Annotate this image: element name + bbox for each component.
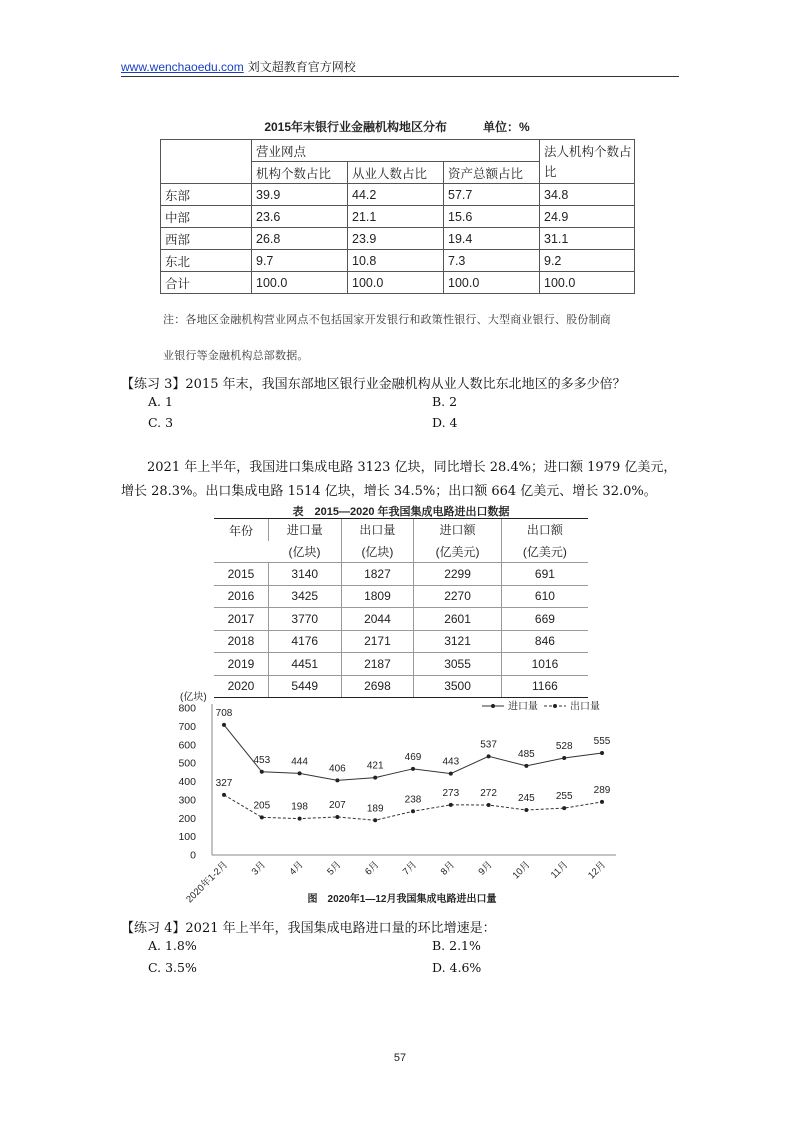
legend-import-label: 进口量 [508,701,538,713]
ic-monthly-line-chart [172,688,632,908]
table-row [214,630,588,653]
page-header [121,58,356,75]
data-label: 205 [253,800,271,812]
data-point [562,806,566,810]
x-tick-label: 2020年1-2月 [184,859,231,906]
table-row [214,608,588,631]
value-cell: 7.3 [444,250,540,272]
year-cell: 2018 [214,630,268,653]
data-label: 273 [442,787,460,799]
y-tick-label: 500 [178,757,196,770]
data-point [524,764,528,768]
data-point [260,770,264,774]
value-cell: 100.0 [444,272,540,294]
data-point [222,793,226,797]
table1-subheader: 机构个数占比 [252,162,348,184]
q4-option-d[interactable]: D. 4.6% [432,960,482,975]
y-tick-label: 600 [178,739,196,752]
data-label: 528 [555,740,573,752]
ic-trade-table [214,518,588,698]
value-cell: 9.2 [540,250,635,272]
data-label: 272 [480,788,497,800]
x-tick-label: 12月 [586,859,609,882]
value-cell: 31.1 [540,228,635,250]
value-cell: 3425 [268,585,341,608]
x-tick-label: 7月 [400,859,420,878]
data-label: 485 [518,748,535,760]
value-cell: 26.8 [252,228,348,250]
table2-unit: (亿块) [341,541,414,563]
data-point [524,808,528,812]
table2-unit: (亿块) [288,544,321,559]
data-point [487,803,491,807]
q3-option-b[interactable]: B. 2 [432,394,458,409]
region-cell: 东北 [161,250,252,272]
value-cell: 3121 [414,630,502,653]
data-label: 245 [518,792,535,804]
value-cell: 691 [501,563,588,586]
x-tick-label: 9月 [476,859,495,878]
table1-note-line1: 注：各地区金融机构营业网点不包括国家开发银行和政策性银行、大型商业银行、股份制商 [163,313,611,326]
value-cell: 3055 [414,653,502,676]
table1-title [160,118,634,135]
table1-unit: 单位：% [483,120,530,134]
value-cell: 3770 [268,608,341,631]
legend-import-marker [491,704,495,708]
legend-export-marker [553,704,557,708]
x-tick-label: 4月 [287,859,306,878]
data-point [373,818,377,822]
bank-distribution-table [160,139,635,294]
table2-title: 表 2015—2020 年我国集成电路进出口数据 [292,506,510,518]
table-row [161,250,635,272]
x-tick-label: 6月 [363,859,382,878]
data-label: 453 [253,754,271,766]
year-cell: 2015 [214,563,268,586]
data-label: 198 [291,801,308,813]
data-point [449,772,453,776]
data-point [298,771,302,775]
q4-option-b[interactable]: B. 2.1% [432,938,481,953]
y-tick-label: 100 [178,831,196,844]
value-cell: 3140 [268,563,341,586]
y-tick-label: 0 [190,849,196,862]
data-point [222,723,226,727]
data-point [562,756,566,760]
value-cell: 1166 [501,675,588,698]
value-cell: 2044 [341,608,414,631]
value-cell: 1809 [341,585,414,608]
value-cell: 100.0 [540,272,635,294]
year-cell: 2020 [214,675,268,698]
q3-option-d[interactable]: D. 4 [432,415,458,430]
table-row [214,653,588,676]
x-tick-label: 8月 [438,859,457,878]
y-axis-label: (亿块) [180,692,207,703]
table-row [161,206,635,228]
region-cell: 东部 [161,184,252,206]
y-tick-label: 300 [178,794,196,807]
x-tick-label: 5月 [325,859,344,878]
table-row [161,272,635,294]
data-label: 443 [442,756,460,768]
table2-header-year: 年份 [214,519,268,563]
table-row [161,228,635,250]
q3-option-a[interactable]: A. 1 [148,394,173,409]
data-label: 421 [366,760,384,772]
chart-caption: 图 2020年1—12月我国集成电路进出口量 [307,894,497,905]
data-label: 708 [215,707,233,719]
q4-option-c[interactable]: C. 3.5% [148,960,197,975]
table1-last-header-line1: 法人机构个数占 [544,144,632,159]
header-divider [121,76,679,77]
value-cell: 2299 [414,563,502,586]
value-cell: 2601 [414,608,502,631]
data-label: 289 [593,784,611,796]
value-cell: 4176 [268,630,341,653]
year-cell: 2017 [214,608,268,631]
value-cell: 1827 [341,563,414,586]
value-cell: 846 [501,630,588,653]
data-label: 255 [555,791,573,803]
value-cell: 2187 [341,653,414,676]
value-cell: 5449 [268,675,341,698]
table2-unit: (亿美元) [414,541,502,563]
table1-corner-cell [161,140,252,184]
data-point [449,803,453,807]
data-label: 537 [480,739,497,751]
table2-header: 出口额 [501,519,588,541]
value-cell: 2171 [341,630,414,653]
year-cell: 2016 [214,585,268,608]
value-cell: 2698 [341,675,414,698]
value-cell: 10.8 [348,250,444,272]
page-number: 57 [393,1052,407,1064]
value-cell: 57.7 [444,184,540,206]
data-point [335,778,339,782]
x-tick-label: 11月 [548,859,571,881]
q4-option-a[interactable]: A. 1.8% [148,938,197,953]
data-label: 189 [366,803,384,815]
y-tick-label: 400 [178,776,196,788]
data-point [600,800,604,804]
data-label: 406 [329,763,346,775]
table1-title-text: 2015年末银行业金融机构地区分布 [264,120,448,134]
table1-group-header: 营业网点 [252,140,540,162]
data-point [600,751,604,755]
value-cell: 669 [501,608,588,631]
region-cell: 中部 [161,206,252,228]
site-name: 刘文超教育官方网校 [247,60,356,74]
value-cell: 34.8 [540,184,635,206]
data-point [487,754,491,758]
year-cell: 2019 [214,653,268,676]
data-label: 469 [404,751,422,763]
table2-header: 进口额 [414,519,502,541]
value-cell: 2270 [414,585,502,608]
value-cell: 19.4 [444,228,540,250]
table1-note-line2: 业银行等金融机构总部数据。 [163,349,309,362]
data-label: 444 [291,756,308,768]
table2-unit: (亿美元) [501,541,588,563]
value-cell: 39.9 [252,184,348,206]
value-cell: 3500 [414,675,502,698]
value-cell: 23.6 [252,206,348,228]
value-cell: 24.9 [540,206,635,228]
legend-export-label: 出口量 [570,701,600,713]
data-label: 555 [593,736,611,748]
x-tick-label: 10月 [510,859,533,882]
data-point [411,767,415,771]
question-3-text: 【练习 3】2015 年末，我国东部地区银行业金融机构从业人数比东北地区的多多少倍？ [121,377,626,392]
region-cell: 西部 [161,228,252,250]
value-cell: 100.0 [348,272,444,294]
value-cell: 4451 [268,653,341,676]
y-tick-label: 700 [178,720,196,733]
table1-subheader: 从业人数占比 [348,162,444,184]
value-cell: 15.6 [444,206,540,228]
question-4-text: 【练习 4】2021 年上半年，我国集成电路进口量的环比增速是： [121,921,496,936]
value-cell: 23.9 [348,228,444,250]
data-label: 238 [404,794,422,806]
table-row [214,563,588,586]
y-tick-label: 800 [178,702,196,715]
site-url-link[interactable]: www.wenchaoedu.com [121,60,244,74]
data-point [411,809,415,813]
data-point [298,817,302,821]
value-cell: 9.7 [252,250,348,272]
data-label: 207 [329,799,346,811]
table2-header: 出口量 [341,519,414,541]
value-cell: 21.1 [348,206,444,228]
data-point [260,815,264,819]
value-cell: 610 [501,585,588,608]
q3-option-c[interactable]: C. 3 [148,415,174,430]
region-cell: 合计 [161,272,252,294]
table1-note [163,302,633,374]
table1-last-header [540,140,635,184]
y-tick-label: 200 [178,812,196,825]
table2-header: 进口量 [268,519,341,541]
value-cell: 1016 [501,653,588,676]
x-tick-label: 3月 [249,859,268,878]
data-point [335,815,339,819]
table-row [214,585,588,608]
table1-last-header-line2: 比 [544,164,557,179]
ic-trade-paragraph: 2021 年上半年，我国进口集成电路 3123 亿块，同比增长 28.4%；进口额 1979 亿美元，增长 28.3%。出口集成电路 1514 亿块，增长 34.5%；出口额 664 亿美元、增长 32.0%。 [121,460,677,499]
table1-subheader: 资产总额占比 [444,162,540,184]
value-cell: 100.0 [252,272,348,294]
value-cell: 44.2 [348,184,444,206]
table-row [161,184,635,206]
data-label: 327 [215,777,233,789]
data-point [373,776,377,780]
